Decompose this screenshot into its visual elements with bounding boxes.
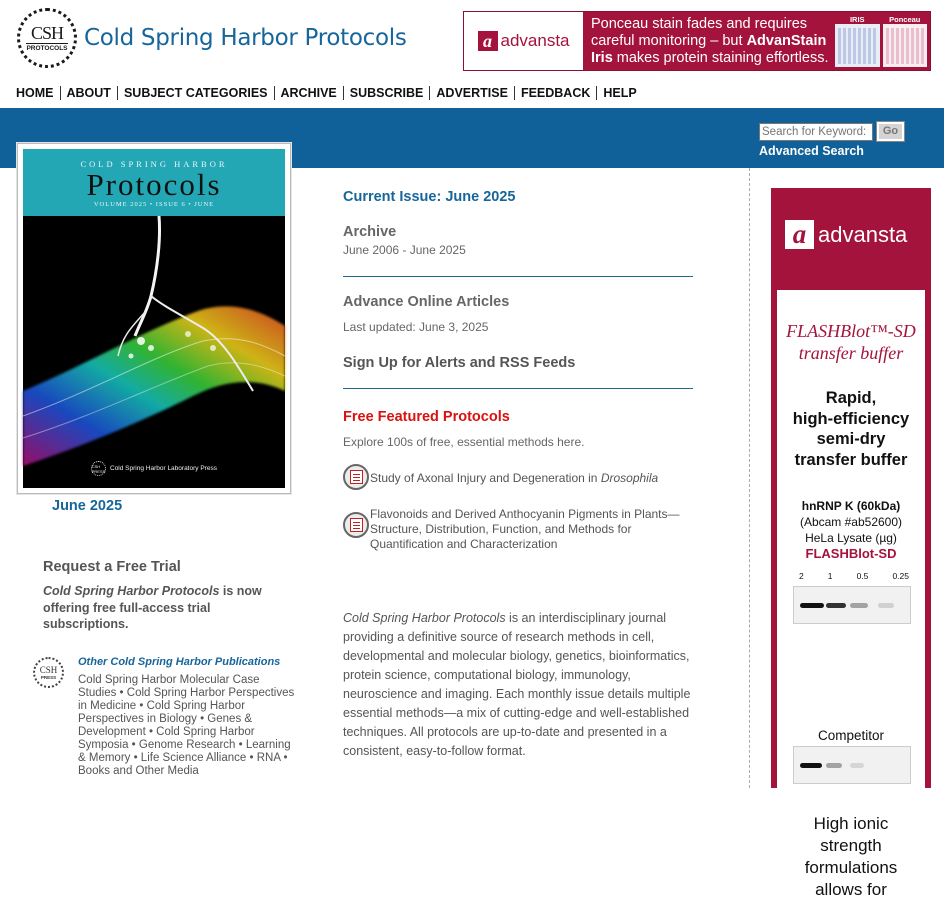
nav-home[interactable]: HOME — [10, 86, 61, 100]
divider — [343, 276, 693, 277]
advance-online-link[interactable]: Advance Online Articles — [343, 294, 510, 310]
site-header — [0, 0, 944, 80]
product-name: FLASHBlot™-SD transfer buffer — [786, 321, 916, 363]
ad-headline: Rapid, high-efficiency semi-dry transfer buffer — [792, 389, 910, 469]
nav-advertise[interactable]: ADVERTISE — [430, 86, 515, 100]
top-ad-text: Ponceau stain fades and requires careful monitoring – but AdvanStain Iris makes protein staining effortless. — [591, 16, 829, 66]
main-nav — [10, 84, 643, 102]
archive-link[interactable]: Archive — [343, 224, 397, 240]
search-go-button[interactable]: Go — [877, 122, 904, 141]
advansta-mark-icon: a — [785, 220, 814, 249]
ad-ionic-text: High ionic strength formulations allows for — [804, 814, 898, 899]
featured-protocol-title[interactable]: Flavonoids and Derived Anthocyanin Pigments in Plants—Structure, Distribution, Function, and Methods for Quantification and Characterization — [370, 507, 680, 551]
free-trial-text: Cold Spring Harbor Protocols is now offering free full-access trial subscriptions. — [43, 584, 262, 631]
other-publications-heading[interactable]: Other Cold Spring Harbor Publications — [78, 656, 281, 668]
site-title[interactable]: Cold Spring Harbor Protocols — [84, 25, 407, 51]
featured-subtitle: Explore 100s of free, essential methods here. — [343, 435, 585, 449]
advansta-logo: a advansta — [785, 220, 907, 249]
iris-blot-image: IRIS — [835, 15, 880, 67]
nav-about[interactable]: ABOUT — [61, 86, 118, 100]
other-publications-list[interactable]: Cold Spring Harbor Molecular Case Studies • Cold Spring Harbor Perspectives in Medicine • Cold Spring Harbor Perspectives in Biology • Genes & Development • Cold Spring Harbor Symposia • Genome Research • Learning & Memory • Life Science Alliance • RNA • Books and Other Media — [78, 674, 295, 777]
alerts-signup-link[interactable]: Sign Up for Alerts and RSS Feeds — [343, 355, 576, 371]
csh-seal-icon: CSH PROTOCOLS — [17, 8, 77, 68]
current-issue-cover[interactable] — [17, 143, 291, 494]
cover-image: COLD SPRING HARBOR Protocols VOLUME 2025 • ISSUE 6 • JUNE CSH PRESS Cold Spring Harbor Laboratory Press — [23, 149, 285, 488]
competitor-gel-image — [793, 746, 911, 784]
nav-subscribe[interactable]: SUBSCRIBE — [344, 86, 431, 100]
ad-antibody-info: hnRNP K (60kDa) (Abcam #ab52600) HeLa Lysate (µg) — [799, 499, 903, 545]
csh-press-seal-icon: CSH PRESS — [91, 461, 106, 476]
nav-help[interactable]: HELP — [603, 86, 637, 100]
site-logo[interactable] — [17, 8, 407, 68]
archive-range: June 2006 - June 2025 — [343, 243, 466, 257]
search-input[interactable] — [759, 123, 873, 141]
current-issue-link[interactable]: Current Issue: June 2025 — [343, 189, 516, 205]
ad-blot-images — [832, 12, 930, 70]
lane-labels: 2 1 0.5 0.25 — [799, 571, 909, 581]
free-featured-link[interactable]: Free Featured Protocols — [343, 409, 510, 425]
divider — [343, 388, 693, 389]
protocol-document-icon — [343, 464, 369, 490]
featured-protocol-title[interactable]: Study of Axonal Injury and Degeneration in Drosophila — [370, 471, 659, 485]
csh-press-logo-icon: CSH PRESS — [33, 657, 64, 688]
featured-protocol-item[interactable] — [343, 507, 690, 552]
advansta-mark-icon: a — [478, 31, 498, 51]
column-divider — [749, 168, 750, 788]
nav-archive[interactable]: ARCHIVE — [275, 86, 344, 100]
cover-date-link[interactable]: June 2025 — [52, 498, 123, 514]
nav-subject-categories[interactable]: SUBJECT CATEGORIES — [118, 86, 275, 100]
advance-updated: Last updated: June 3, 2025 — [343, 320, 489, 334]
featured-protocol-item[interactable] — [343, 464, 658, 490]
protocol-document-icon — [343, 512, 369, 538]
advansta-logo: a advansta — [464, 12, 584, 70]
top-banner-ad[interactable] — [463, 11, 931, 71]
flashblot-gel-image — [793, 586, 911, 624]
ponceau-blot-image: Ponceau — [883, 15, 928, 67]
nav-feedback[interactable]: FEEDBACK — [515, 86, 597, 100]
competitor-label: Competitor — [817, 728, 885, 743]
journal-description: Cold Spring Harbor Protocols is an interdisciplinary journal providing a definitive source of research methods in cell, developmental and molecular biology, genetics, bioinformatics, protein science, computational biology, immunology, neuroscience and imaging. Each monthly issue details multiple essential methods—a mix of cutting-edge and well-established techniques. All protocols are up-to-date and presented in a consistent, easy-to-follow format. — [343, 611, 691, 758]
advanced-search-link[interactable]: Advanced Search — [759, 144, 864, 158]
side-banner-ad[interactable] — [771, 188, 931, 899]
flashblot-label: FLASHBlot-SD — [805, 546, 897, 561]
cover-neuron-illustration — [23, 216, 285, 488]
free-trial-heading[interactable]: Request a Free Trial — [43, 559, 181, 575]
